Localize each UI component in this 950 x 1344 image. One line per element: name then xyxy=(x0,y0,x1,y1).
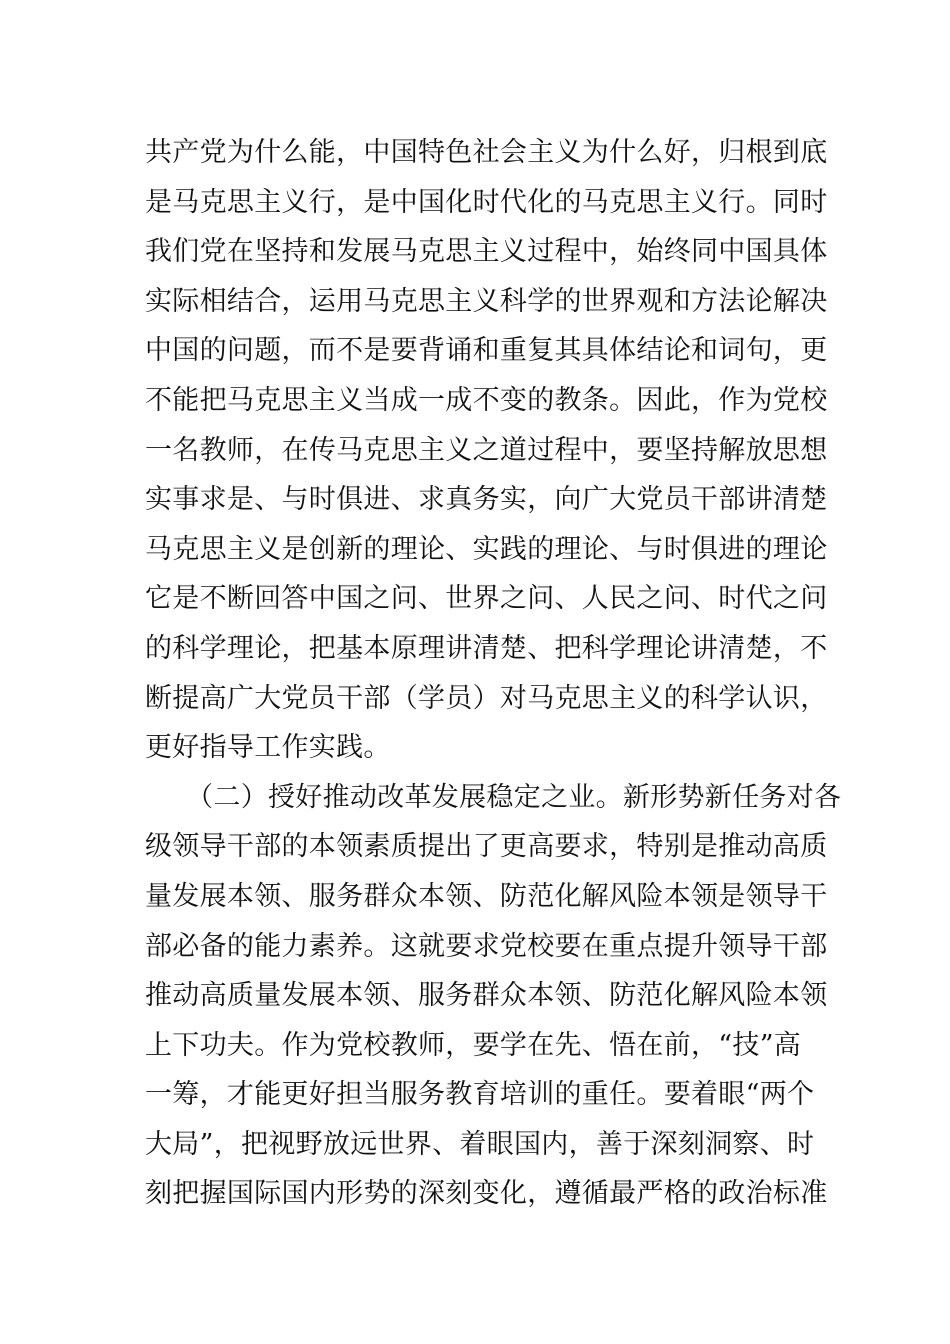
text-line: 的科学理论，把基本原理讲清楚、把科学理论讲清楚，不 xyxy=(145,632,828,664)
section-heading-line: （二）授好推动改革发展稳定之业。新形势新任务对各 xyxy=(145,781,842,813)
text-line: 级领导干部的本领素质提出了更高要求，特别是推动高质 xyxy=(145,831,828,863)
text-line: 上下功夫。作为党校教师，要学在先、悟在前，“技”高 xyxy=(145,1029,802,1061)
text-line: 断提高广大党员干部（学员）对马克思主义的科学认识， xyxy=(145,682,828,714)
text-line: 实际相结合，运用马克思主义科学的世界观和方法论解决 xyxy=(145,285,828,317)
text-line: 不能把马克思主义当成一成不变的教条。因此，作为党校 xyxy=(145,384,828,416)
body-text xyxy=(145,128,842,1219)
text-line: 实事求是、与时俱进、求真务实，向广大党员干部讲清楚 xyxy=(145,484,828,516)
text-line: 它是不断回答中国之问、世界之问、人民之问、时代之问 xyxy=(145,583,828,615)
text-line: 共产党为什么能，中国特色社会主义为什么好，归根到底 xyxy=(145,137,828,168)
text-line: 是马克思主义行，是中国化时代化的马克思主义行。同时 xyxy=(145,186,828,218)
text-line: 推动高质量发展本领、服务群众本领、防范化解风险本领 xyxy=(145,980,828,1012)
text-line: 部必备的能力素养。这就要求党校要在重点提升领导干部 xyxy=(145,930,828,962)
text-line: 我们党在坚持和发展马克思主义过程中，始终同中国具体 xyxy=(145,236,828,268)
text-line: 大局”，把视野放远世界、着眼国内，善于深刻洞察、时 xyxy=(145,1128,815,1160)
text-line: 量发展本领、服务群众本领、防范化解风险本领是领导干 xyxy=(145,880,828,912)
text-line: 中国的问题，而不是要背诵和重复其具体结论和词句，更 xyxy=(145,335,828,367)
text-line: 一筹，才能更好担当服务教育培训的重任。要着眼“两个 xyxy=(145,1079,815,1111)
text-line: 一名教师，在传马克思主义之道过程中，要坚持解放思想 xyxy=(145,434,828,466)
text-line: 马克思主义是创新的理论、实践的理论、与时俱进的理论 xyxy=(145,533,828,565)
text-line: 刻把握国际国内形势的深刻变化，遵循最严格的政治标准 xyxy=(145,1178,828,1210)
text-line: 更好指导工作实践。 xyxy=(145,732,391,764)
